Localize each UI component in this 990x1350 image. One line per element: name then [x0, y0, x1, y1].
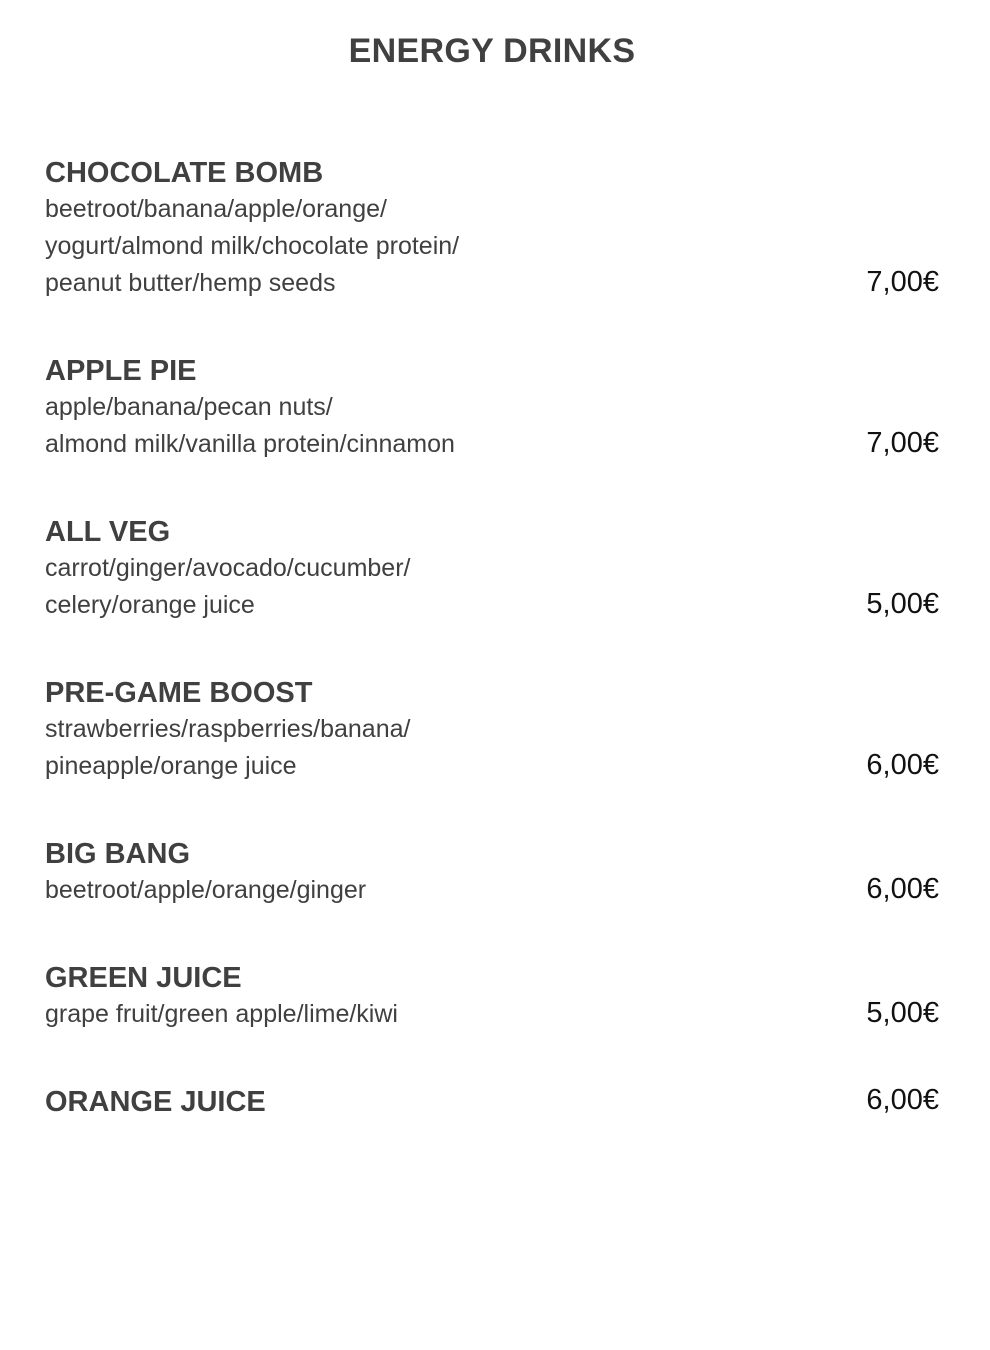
menu-item-description — [45, 996, 945, 1033]
menu-item-price: 6,00€ — [866, 873, 939, 905]
description-line: almond milk/vanilla protein/cinnamon — [45, 430, 455, 458]
menu-item-price: 6,00€ — [866, 749, 939, 781]
menu-item-price: 6,00€ — [866, 1084, 939, 1116]
menu-item-price: 7,00€ — [866, 427, 939, 459]
description-line: grape fruit/green apple/lime/kiwi — [45, 1000, 398, 1028]
description-line: celery/orange juice — [45, 591, 255, 619]
description-line: strawberries/raspberries/banana/ — [45, 715, 411, 743]
menu-item-price: 5,00€ — [866, 588, 939, 620]
menu-item-green-juice — [45, 960, 945, 1033]
description-line: beetroot/banana/apple/orange/ — [45, 195, 387, 223]
description-line: carrot/ginger/avocado/cucumber/ — [45, 554, 411, 582]
menu-item-name: BIG BANG — [45, 838, 190, 870]
menu-item-chocolate-bomb — [45, 155, 945, 302]
menu-item-name: PRE-GAME BOOST — [45, 677, 313, 709]
menu-item-description — [45, 872, 945, 909]
menu-item-apple-pie — [45, 353, 945, 463]
description-line: peanut butter/hemp seeds — [45, 269, 336, 297]
menu-item-description — [45, 389, 945, 463]
menu-item-description — [45, 711, 945, 785]
menu-item-description — [45, 191, 945, 302]
description-line: beetroot/apple/orange/ginger — [45, 876, 367, 904]
menu-item-name: ORANGE JUICE — [45, 1086, 266, 1118]
menu-item-price: 7,00€ — [866, 266, 939, 298]
description-line: yogurt/almond milk/chocolate protein/ — [45, 232, 460, 260]
description-line: pineapple/orange juice — [45, 752, 297, 780]
menu-item-description — [45, 550, 945, 624]
menu-item-orange-juice — [45, 1084, 945, 1120]
menu-item-pre-game-boost — [45, 675, 945, 785]
menu-item-big-bang — [45, 836, 945, 909]
menu-item-name: ALL VEG — [45, 516, 171, 548]
menu-item-name: CHOCOLATE BOMB — [45, 157, 324, 189]
description-line: apple/banana/pecan nuts/ — [45, 393, 333, 421]
menu-item-name: GREEN JUICE — [45, 962, 242, 994]
page-title: ENERGY DRINKS — [348, 32, 636, 70]
menu-item-price: 5,00€ — [866, 997, 939, 1029]
menu-item-name: APPLE PIE — [45, 355, 197, 387]
menu-item-all-veg — [45, 514, 945, 624]
